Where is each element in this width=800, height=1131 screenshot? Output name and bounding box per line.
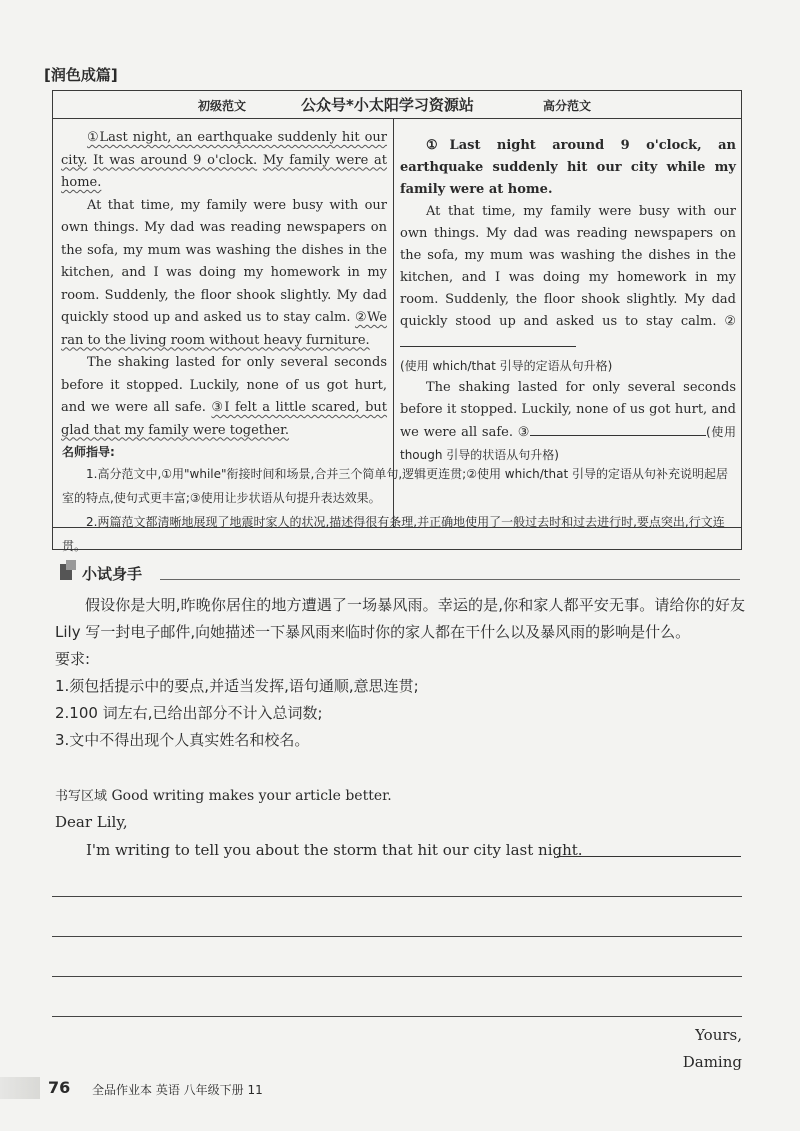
advanced-paragraph-1: ①Last night around 9 o'clock, an earthquake suddenly hit our city while my family were at home.: [400, 138, 736, 197]
advanced-paragraph-2: [400, 201, 736, 355]
advanced-p2-text: At that time, my family were busy with our own things. My dad was reading newspapers on the sofa, my mum was washing the dishes in the kitchen, and I was doing my homework in my room. Suddenly, the floor shook slightly. My dad quickly stood up and asked us to stay calm. ②: [400, 204, 736, 329]
writing-line-0[interactable]: [557, 856, 741, 857]
basic-p2-text: At that time, my family were busy with our own things. My dad was reading newspapers on the sofa, my mum was washing the dishes in the kitchen, and I was doing my homework in my room. Suddenly, the floor shook slightly. My dad quickly stood up and asked us to stay calm.: [61, 197, 387, 325]
writing-line-1[interactable]: [52, 896, 742, 897]
practice-rule: [160, 579, 740, 580]
basic-paragraph-3: [61, 352, 387, 442]
practice-header: [60, 562, 742, 584]
tips-item-1: 1.高分范文中,①用"while"衔接时间和场景,合并三个简单句,逻辑更连贯;②使用 which/that 引导的定语从句补充说明起居室的特点,使句式更丰富;③使用让步状语从句提升表达效果。: [62, 467, 728, 505]
letter-greeting: Dear Lily,: [55, 813, 128, 831]
writing-area-cn: 书写区域: [55, 789, 108, 804]
book-title: 全品作业本 英语 八年级下册 11: [92, 1083, 263, 1097]
practice-label: 小试身手: [82, 565, 143, 583]
advanced-note-3: (使用 though 引导的状语从句升格): [400, 425, 737, 462]
writing-area-motto: Good writing makes your article better.: [111, 788, 392, 804]
header-advanced: 高分范文: [543, 99, 592, 113]
section-title: [润色成篇]: [44, 66, 118, 84]
basic-sentence-1: ①Last night, an earthquake suddenly hit our city.: [61, 130, 387, 168]
letter-signature: Daming: [682, 1053, 742, 1071]
page-footer: [0, 1073, 800, 1103]
writing-task: [55, 592, 745, 754]
blank-2[interactable]: [400, 333, 576, 347]
basic-p3-text: The shaking lasted for only several seconds before it stopped. Luckily, none of us got hurt, and we were all safe.: [61, 355, 387, 415]
writing-line-4[interactable]: [52, 1016, 742, 1017]
advanced-note-2: (使用 which/that 引导的定语从句升格): [400, 359, 613, 373]
basic-sentence-2: It was around 9 o'clock.: [93, 152, 258, 168]
basic-sentence-living-room: ②We ran to the living room without heavy furniture.: [61, 310, 387, 348]
header-watermark: 公众号*小太阳学习资源站: [301, 96, 474, 114]
requirements-title: 要求:: [55, 650, 91, 668]
basic-sentence-3: My family were at home.: [61, 152, 387, 190]
tips-title: 名师指导:: [62, 445, 115, 459]
teacher-tips: [52, 436, 742, 553]
footer-band: [0, 1077, 40, 1099]
blank-3[interactable]: [530, 422, 706, 436]
section-marker-accent-icon: [66, 560, 76, 570]
basic-essay: [61, 127, 387, 442]
letter-first-line: I'm writing to tell you about the storm that hit our city last night.: [86, 841, 583, 859]
writing-line-3[interactable]: [52, 976, 742, 977]
advanced-essay: [400, 135, 736, 467]
writing-area-label: [55, 785, 392, 804]
requirement-2: 2.100 词左右,已给出部分不计入总词数;: [55, 704, 323, 722]
requirement-1: 1.须包括提示中的要点,并适当发挥,语句通顺,意思连贯;: [55, 677, 419, 695]
table-header: [53, 91, 741, 119]
page-number: 76: [48, 1078, 71, 1097]
advanced-p3-text: The shaking lasted for only several seconds before it stopped. Luckily, none of us got hurt, and we were all safe. ③: [400, 380, 736, 440]
task-prompt: 假设你是大明,昨晚你居住的地方遭遇了一场暴风雨。幸运的是,你和家人都平安无事。请给你的好友 Lily 写一封电子邮件,向她描述一下暴风雨来临时你的家人都在干什么以及暴风雨的影响是什么。: [55, 596, 745, 641]
basic-sentence-scared: ③I felt a little scared, but glad that my family were together.: [61, 400, 388, 438]
requirement-3: 3.文中不得出现个人真实姓名和校名。: [55, 731, 310, 749]
basic-paragraph-1: [61, 127, 387, 195]
basic-paragraph-2: [61, 195, 387, 353]
letter-closing: Yours,: [695, 1026, 742, 1044]
header-basic: 初级范文: [198, 99, 247, 113]
tips-item-2: 2.两篇范文都清晰地展现了地震时家人的状况,描述得很有条理,并正确地使用了一般过去时和过去进行时,要点突出,行文连贯。: [62, 515, 725, 553]
writing-line-2[interactable]: [52, 936, 742, 937]
